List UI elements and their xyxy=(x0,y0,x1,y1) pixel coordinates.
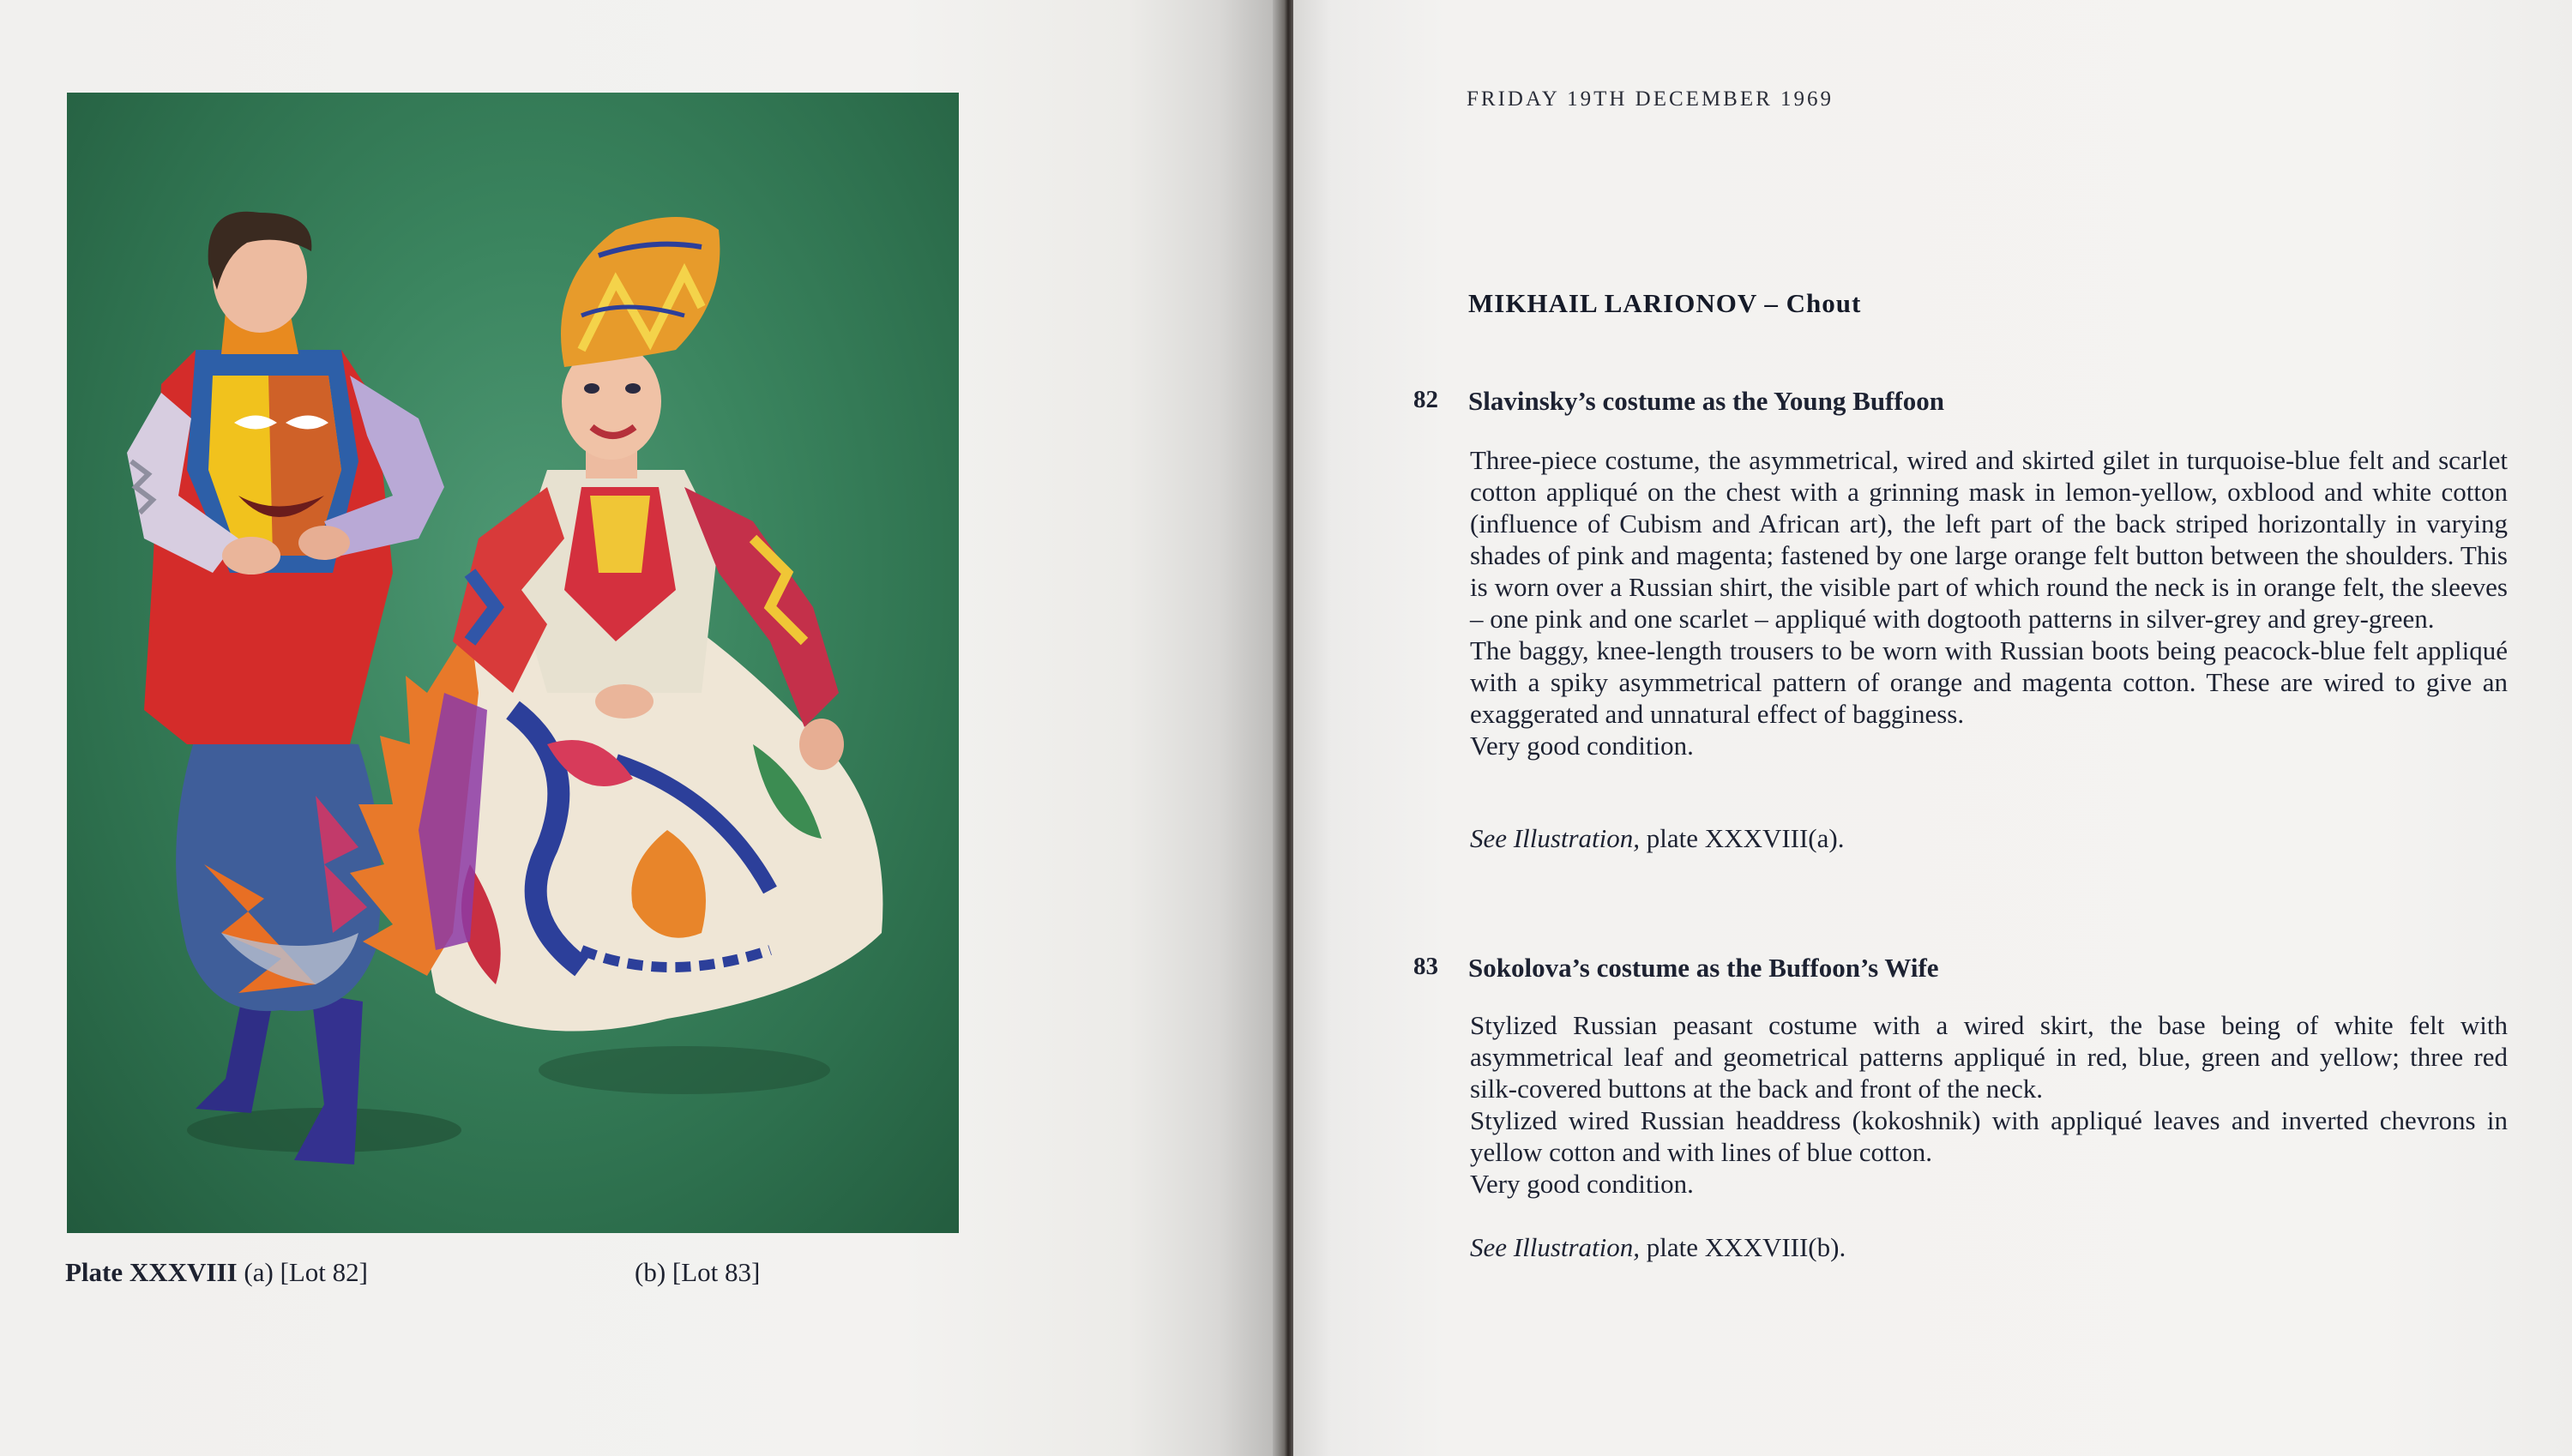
lot-number: 83 xyxy=(1413,953,1438,980)
lot-description xyxy=(1470,1009,2508,1200)
lot-reference-plate: plate XXXVIII(a). xyxy=(1646,823,1845,853)
lot-reference-italic: See Illustration, xyxy=(1470,823,1641,853)
plate-caption-b xyxy=(635,1257,760,1288)
plate-photograph xyxy=(67,93,959,1233)
running-head xyxy=(1467,87,1834,111)
lot-title: Sokolova’s costume as the Buffoon’s Wife xyxy=(1468,953,1939,983)
lot-description xyxy=(1470,444,2508,761)
lot-paragraph: Very good condition. xyxy=(1470,1169,1694,1199)
plate-caption-a xyxy=(65,1257,368,1288)
wife-figure xyxy=(350,217,882,1032)
costume-photo-illustration xyxy=(67,93,959,1233)
running-head-text: FRIDAY 19TH DECEMBER 1969 xyxy=(1467,87,1834,111)
plate-part-b: (b) [Lot 83] xyxy=(635,1257,761,1287)
left-page xyxy=(0,0,1283,1456)
section-heading: MIKHAIL LARIONOV – Chout xyxy=(1468,288,1862,318)
lot-reference xyxy=(1470,1232,1846,1263)
plate-label: Plate XXXVIII xyxy=(65,1257,238,1287)
lot-paragraph: Stylized wired Russian headdress (kokoshnik) with appliqué leaves and inverted chevrons in yellow cotton and with lines of blue cotton. xyxy=(1470,1105,2508,1167)
lot-reference-italic: See Illustration, xyxy=(1470,1232,1641,1262)
lot-number: 82 xyxy=(1413,386,1438,413)
lot-reference-plate: plate XXXVIII(b). xyxy=(1646,1232,1846,1262)
lot-paragraph: Very good condition. xyxy=(1470,731,1694,761)
lot-title: Slavinsky’s costume as the Young Buffoon xyxy=(1468,386,1944,416)
floor-shadow xyxy=(539,1046,830,1094)
lot-paragraph: The baggy, knee-length trousers to be worn with Russian boots being peacock-blue felt appliqué with a spiky asymmetrical pattern of orange and magenta cotton. These are wired to give an exaggerated and unnatural effect of bagginess. xyxy=(1470,635,2508,729)
plate-part-a: (a) [Lot 82] xyxy=(244,1257,368,1287)
lot-paragraph: Stylized Russian peasant costume with a wired skirt, the base being of white felt with asymmetrical leaf and geometrical patterns appliqué in red, blue, green and yellow; three red silk-covered buttons at the back and front of the neck. xyxy=(1470,1010,2508,1104)
lot-paragraph: Three-piece costume, the asymmetrical, wired and skirted gilet in turquoise-blue felt and scarlet cotton appliqué on the chest with a grinning mask in lemon-yellow, oxblood and white cotton (influence of Cubism and African art), the left part of the back striped horizontally in varying shades of pink and magenta; fastened by one large orange felt button between the shoulders. This is worn over a Russian shirt, the visible part of which round the neck is in orange felt, the sleeves – one pink and one scarlet – appliqué with dogtooth patterns in silver-grey and grey-green. xyxy=(1470,445,2508,634)
buffoon-figure xyxy=(127,212,444,1164)
lot-reference xyxy=(1470,823,1844,854)
